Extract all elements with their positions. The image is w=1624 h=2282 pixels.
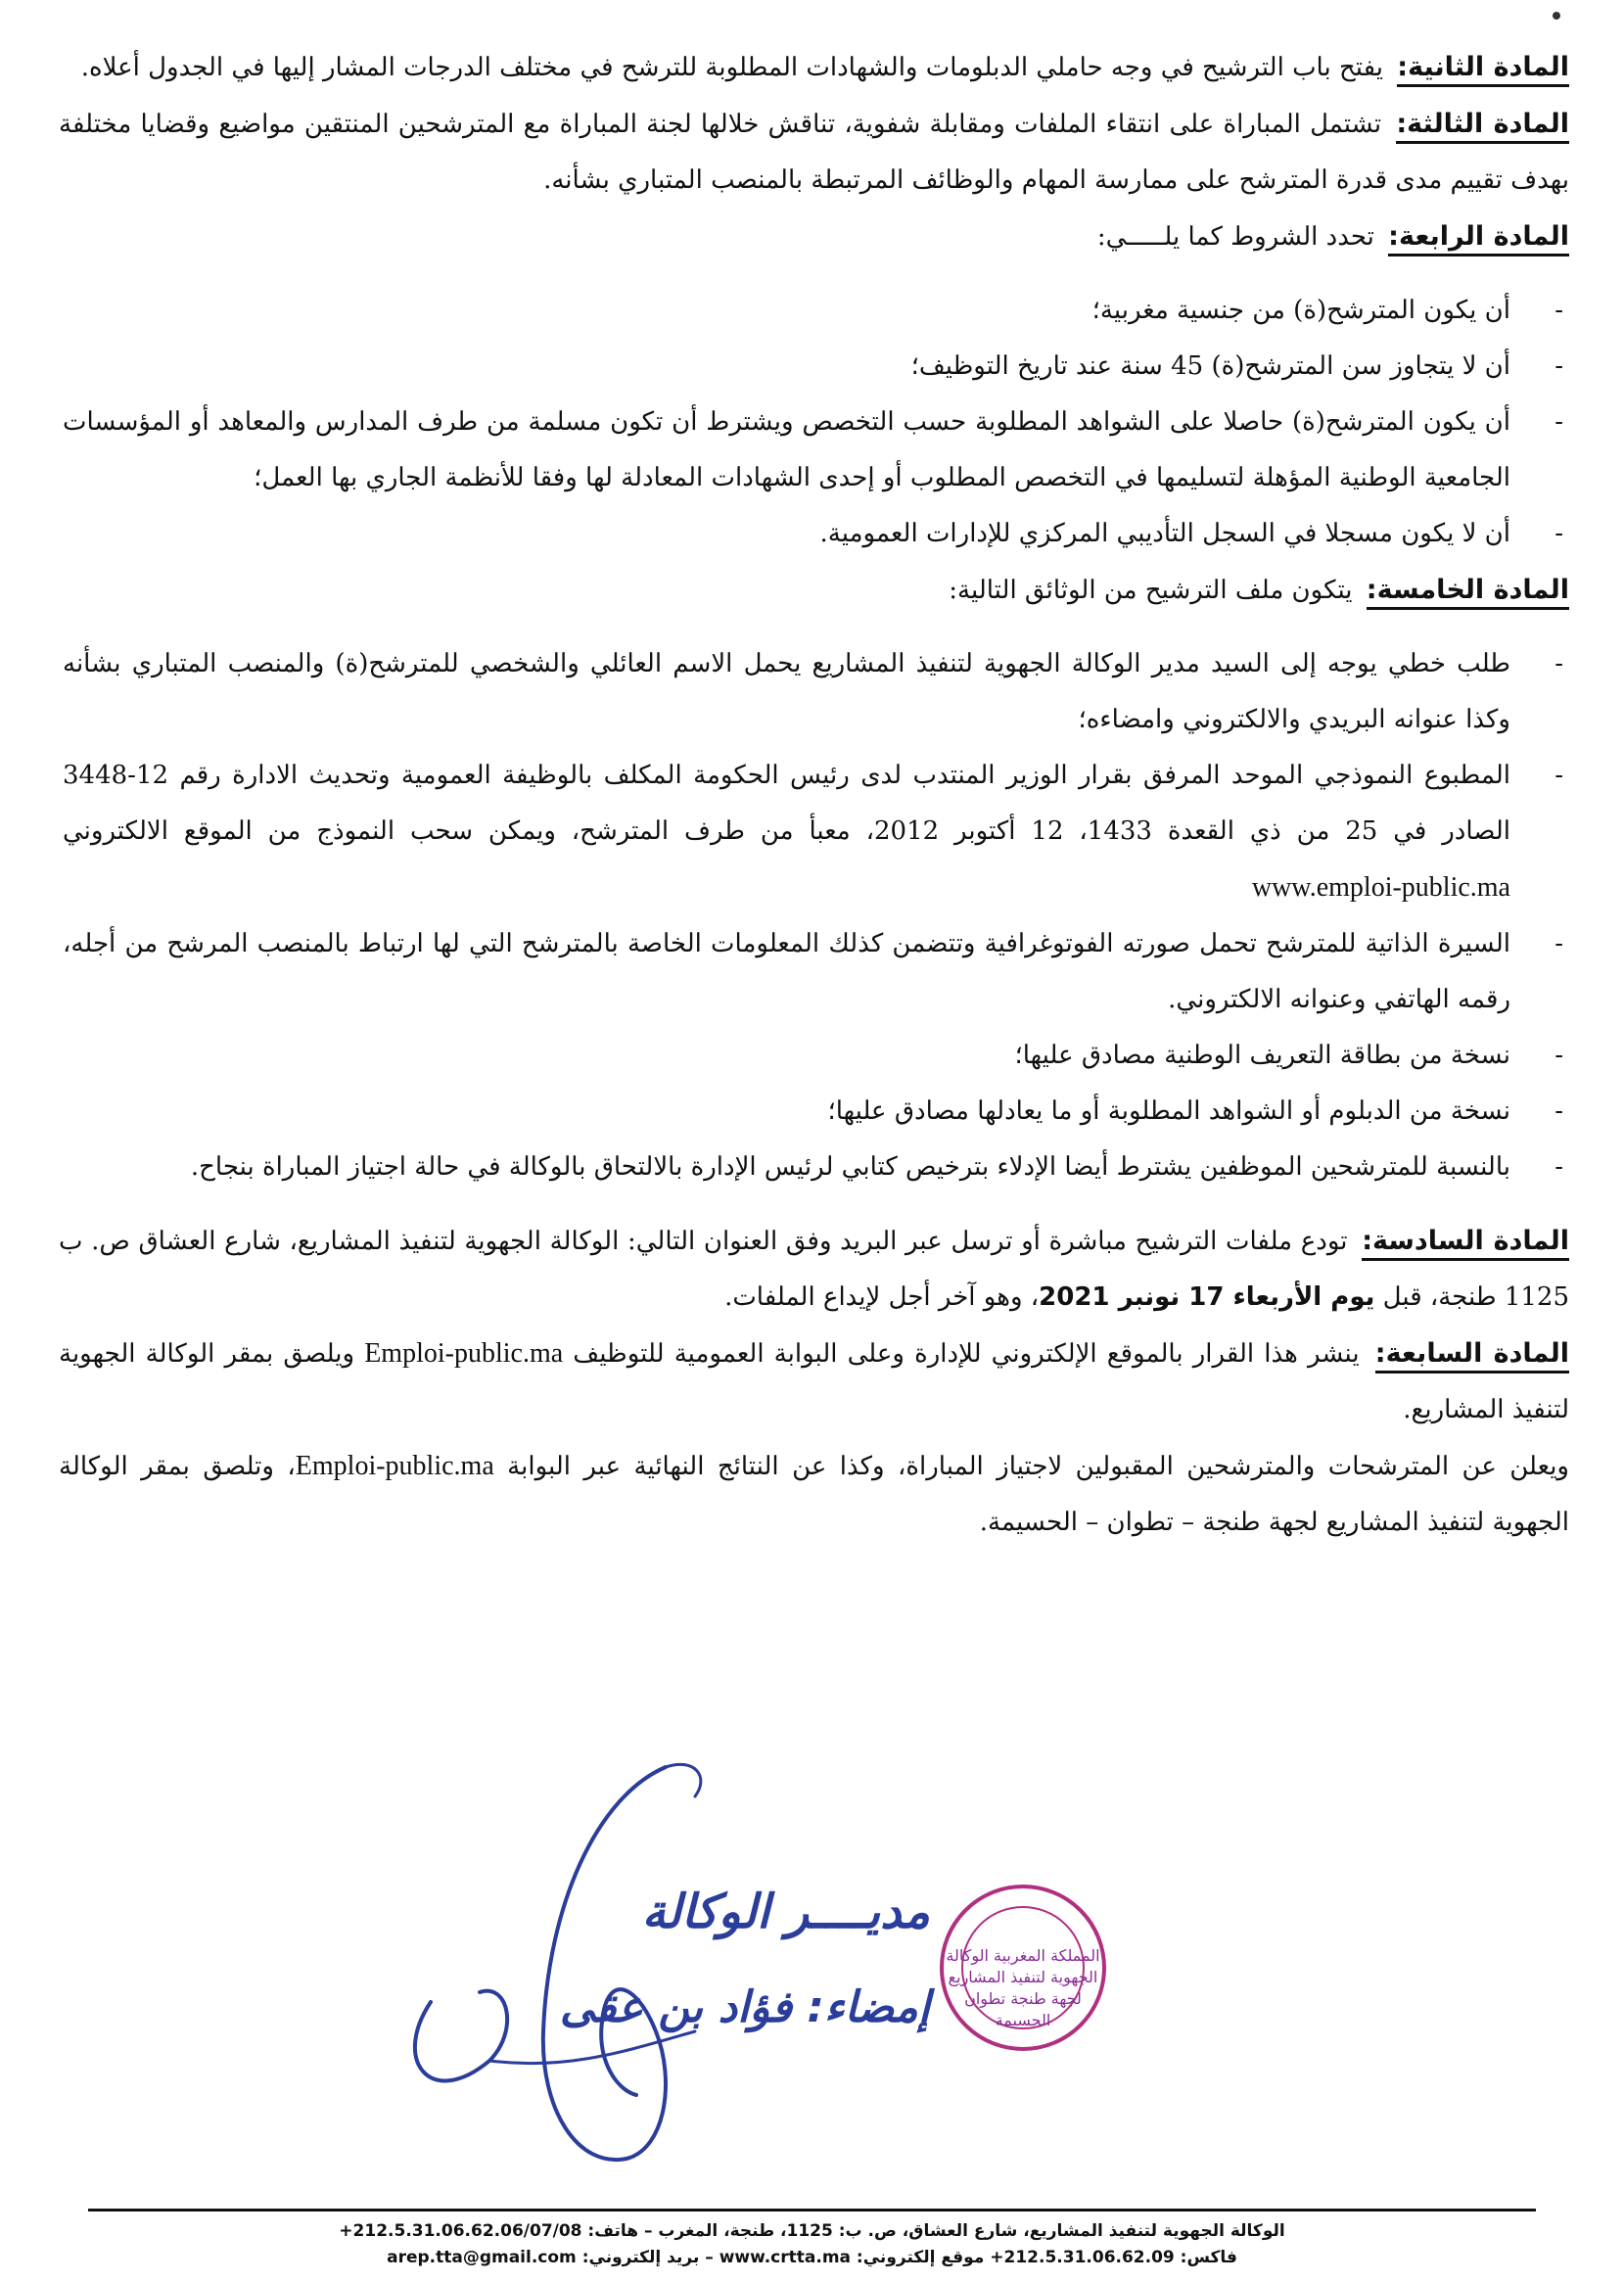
documents-list [59,636,1569,1195]
portal-link-2[interactable]: Emploi-public.ma [295,1451,494,1481]
list-item [59,748,1569,916]
article-2 [59,39,1569,96]
footer [88,2218,1536,2271]
list-item: - نسخة من الدبلوم أو الشواهد المطلوبة أو ما يعادلها مصادق عليها؛ [59,1084,1569,1140]
official-stamp-icon [940,1885,1106,2051]
announcement-text-end: ، وتلصق بمقر الوكالة الجهوية لتنفيذ المشاريع لجهة طنجة – تطوان – الحسيمة. [59,1452,1569,1537]
list-item: - أن لا يتجاوز سن المترشح(ة) 45 سنة عند تاريخ التوظيف؛ [59,339,1569,395]
list-item: - نسخة من بطاقة التعريف الوطنية مصادق عليها؛ [59,1028,1569,1084]
portal-link[interactable]: Emploi-public.ma [364,1338,564,1369]
article-7-text: ينشر هذا القرار بالموقع الإلكتروني للإدارة وعلى البوابة العمومية للتوظيف [573,1339,1360,1369]
article-4 [59,209,1569,265]
corner-dot-icon [1549,8,1564,23]
article-3-text: تشتمل المباراة على انتقاء الملفات ومقابلة شفوية، تناقش خلالها لجنة المباراة مع المترشحين المنتقين مواضيع وقضايا مختلفة بهدف تقييم مدى قدرة المترشح على ممارسة المهام والوظائف المرتبطة بالمنصب المتباري بشأنه. [59,110,1569,195]
article-6 [59,1213,1569,1326]
signatory-name: إمضاء: فؤاد بن عقى [559,1982,930,2032]
article-6-text: تودع ملفات الترشيح مباشرة أو ترسل عبر البريد وفق العنوان التالي: الوكالة الجهوية لتنفيذ المشاريع، شارع العشاق ص. ب 1125 طنجة، قبل [59,1227,1569,1312]
article-6-text-end: ، وهو آخر أجل لإيداع الملفات. [724,1282,1040,1312]
stamp-text: المملكة المغربية الوكالة الجهوية لتنفيذ المشاريع لجهة طنجة تطوان الحسيمة [946,1946,1100,2029]
article-5-intro: يتكون ملف الترشيح من الوثائق التالية: [949,576,1353,605]
website-link[interactable]: www.emploi-public.ma [1251,872,1510,903]
signature-block [372,1738,1100,2198]
article-3 [59,96,1569,209]
footer-contact: فاكس: 212.5.31.06.62.09+ موقع إلكتروني: www.crtta.ma – بريد إلكتروني: arep.tta@gmail.com [387,2248,1237,2267]
list-item: - طلب خطي يوجه إلى السيد مدير الوكالة الجهوية لتنفيذ المشاريع يحمل الاسم العائلي والشخصي للمترشح(ة) والمنصب المتباري بشأنه وكذا عنوانه البريدي والالكتروني وامضاءه؛ [59,636,1569,748]
conditions-list [59,283,1569,562]
list-item: - أن لا يكون مسجلا في السجل التأديبي المركزي للإدارات العمومية. [59,506,1569,562]
article-3-title: المادة الثالثة : [1396,109,1569,144]
article-7-announcement [59,1438,1569,1551]
article-5 [59,562,1569,619]
article-4-title: المادة الرابعة : [1388,221,1569,256]
list-item: - بالنسبة للمترشحين الموظفين يشترط أيضا الإدلاء بترخيص كتابي لرئيس الإدارة بالالتحاق بالوكالة في حالة اجتياز المباراة بنجاح. [59,1140,1569,1195]
deadline: يوم الأربعاء 17 نونبر 2021 [1039,1282,1375,1312]
footer-address: الوكالة الجهوية لتنفيذ المشاريع، شارع العشاق، ص. ب: 1125، طنجة، المغرب – هاتف: 212.5.31.06.62.06/07/08+ [339,2221,1285,2241]
list-item: - السيرة الذاتية للمترشح تحمل صورته الفوتوغرافية وتتضمن كذلك المعلومات الخاصة بالمترشح التي لها ارتباط بالمنصب المرشح من أجله، رقمه الهاتفي وعنوانه الالكتروني. [59,916,1569,1028]
article-7 [59,1326,1569,1438]
article-7-text-end: ويلصق بمقر الوكالة الجهوية لتنفيذ المشاريع. [59,1339,1569,1424]
article-7-title: المادة السابعة : [1375,1338,1569,1374]
footer-divider [88,2209,1536,2212]
signatory-title: مديــــر الوكالة [641,1885,930,1939]
list-item: - أن يكون المترشح(ة) حاصلا على الشواهد المطلوبة حسب التخصص ويشترط أن تكون مسلمة من طرف المدارس والمعاهد أو المؤسسات الجامعية الوطنية المؤهلة لتسليمها في التخصص المطلوب أو إحدى الشهادات المعادلة لها وفقا للأنظمة الجاري بها العمل؛ [59,395,1569,506]
document-body [59,39,1569,1551]
article-2-title: المادة الثانية : [1397,52,1569,87]
list-item-text: المطبوع النموذجي الموحد المرفق بقرار الوزير المنتدب لدى رئيس الحكومة المكلف بالوظيفة العمومية وتحديث الادارة رقم 12-3448 الصادر في 25 من ذي القعدة 1433، 12 أكتوبر 2012، معبأ من طرف المترشح، ويمكن سحب النموذج من الموقع الالكتروني [63,761,1510,846]
article-5-title: المادة الخامسة : [1367,575,1569,610]
article-6-title: المادة السادسة : [1362,1226,1569,1261]
announcement-text: ويعلن عن المترشحات والمترشحين المقبولين لاجتياز المباراة، وكذا عن النتائج النهائية عبر البوابة [507,1452,1569,1481]
article-4-intro: تحدد الشروط كما يلـــــي: [1096,222,1374,252]
list-item: - أن يكون المترشح(ة) من جنسية مغربية؛ [59,283,1569,339]
article-2-text: يفتح باب الترشيح في وجه حاملي الدبلومات والشهادات المطلوبة للترشح في مختلف الدرجات المشار إليها في الجدول أعلاه. [80,53,1383,82]
